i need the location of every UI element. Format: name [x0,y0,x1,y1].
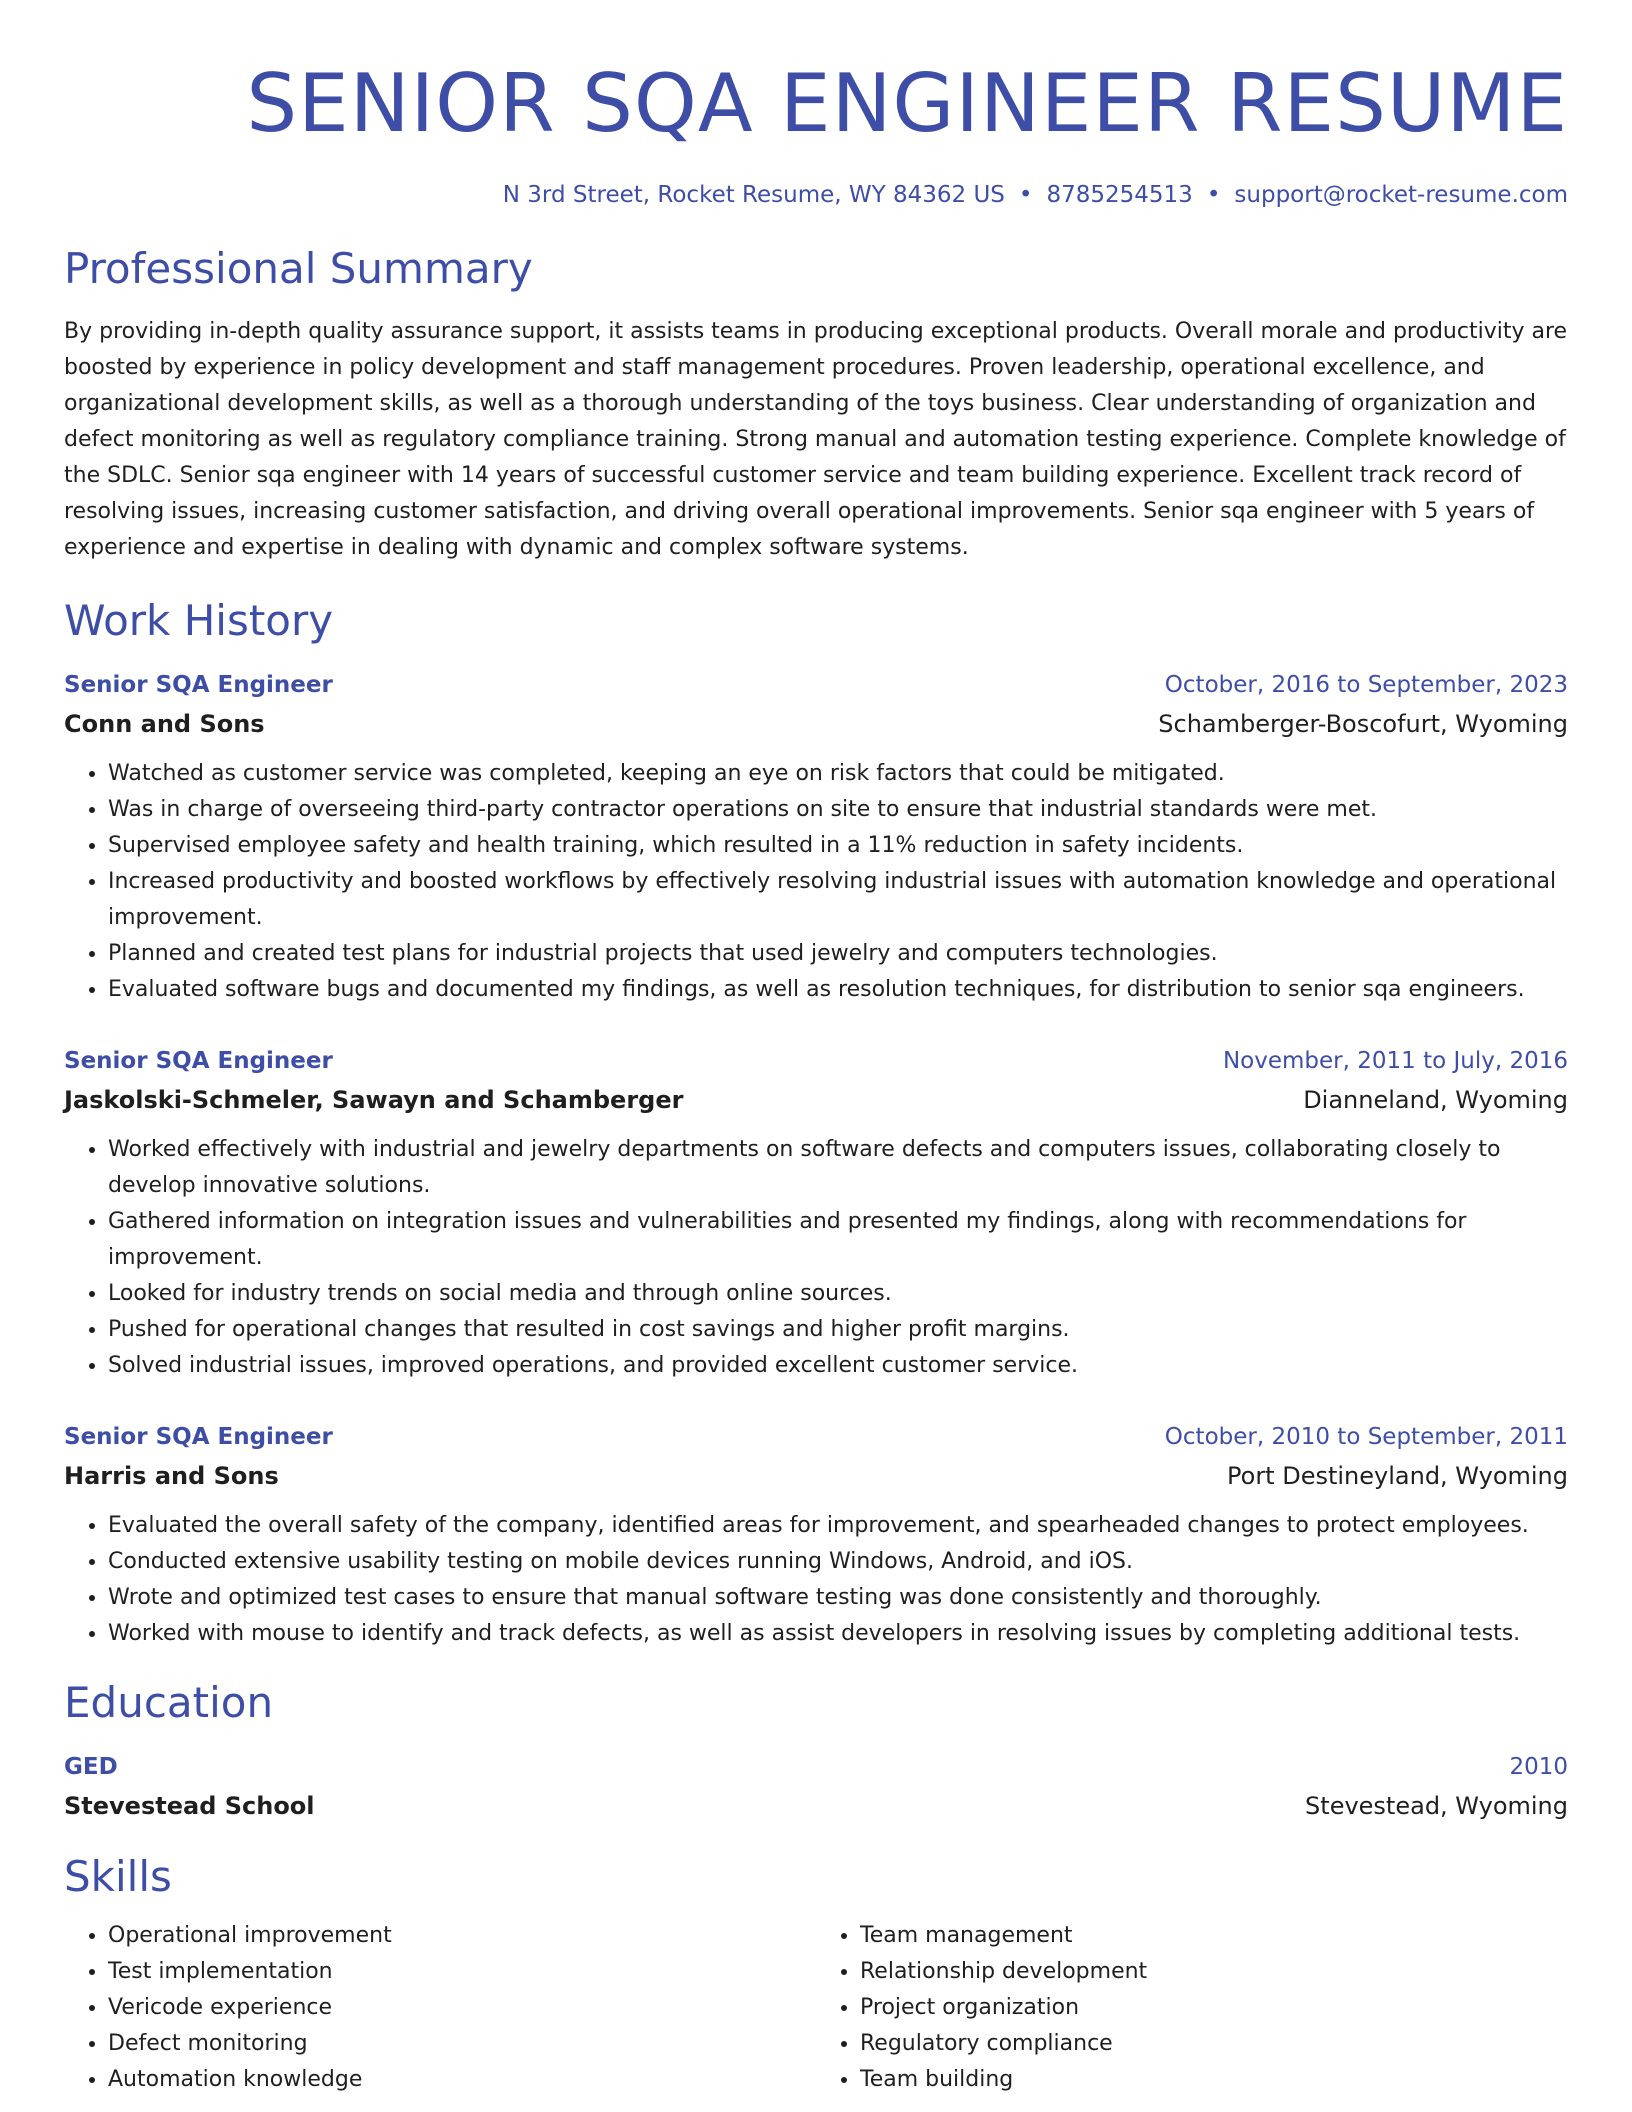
education-heading: Education [64,1678,274,1727]
skill-item: • Operational improvement [108,1918,816,1954]
skill-item: • Defect monitoring [108,2026,816,2062]
contact-address: N 3rd Street, Rocket Resume, WY 84362 US [502,182,1005,208]
job-bullet: • Evaluated software bugs and documented my findings, as well as resolution techniques, for distribution to senior sqa engineers. [108,972,1568,1008]
resume-title: SENIOR SQA ENGINEER RESUME [246,57,1568,150]
job-entry [64,1042,1568,1384]
job-role: Senior SQA Engineer [64,672,333,698]
job-entry [64,666,1568,1008]
summary-heading: Professional Summary [64,244,533,293]
job-dates: October, 2010 to September, 2011 [1164,1424,1568,1450]
job-location: Port Destineyland, Wyoming [1227,1462,1568,1490]
skill-item: • Project organization [860,1990,1568,2026]
job-bullet: • Conducted extensive usability testing on mobile devices running Windows, Android, and iOS. [108,1544,1568,1580]
job-dates: October, 2016 to September, 2023 [1164,672,1568,698]
contact-separator: • [1018,182,1033,208]
job-bullet: • Pushed for operational changes that resulted in cost savings and higher profit margins. [108,1312,1568,1348]
job-bullet: • Watched as customer service was completed, keeping an eye on risk factors that could be mitigated. [108,756,1568,792]
job-location: Schamberger-Boscofurt, Wyoming [1158,710,1568,738]
skills-list [64,1918,1568,2098]
job-bullet: • Increased productivity and boosted workflows by effectively resolving industrial issues with automation knowledge and operational improvement. [108,864,1568,936]
education-entry [64,1748,1568,1826]
education-location: Stevestead, Wyoming [1305,1792,1568,1820]
job-bullet: • Wrote and optimized test cases to ensure that manual software testing was done consistently and thoroughly. [108,1580,1568,1616]
job-entry [64,1418,1568,1652]
job-company: Jaskolski-Schmeler, Sawayn and Schamberger [64,1086,684,1114]
job-company: Conn and Sons [64,710,265,738]
education-degree: GED [64,1754,118,1780]
job-bullet: • Evaluated the overall safety of the company, identified areas for improvement, and spearheaded changes to protect employees. [108,1508,1568,1544]
education-year: 2010 [1509,1754,1568,1780]
contact-email: support@rocket-resume.com [1234,182,1568,208]
job-bullets [64,1508,1568,1652]
resume-page [64,0,1568,2098]
job-bullet: • Was in charge of overseeing third-party contractor operations on site to ensure that industrial standards were met. [108,792,1568,828]
skill-item: • Vericode experience [108,1990,816,2026]
skill-item: • Automation knowledge [108,2062,816,2098]
skills-column-left [64,1918,816,2098]
job-company: Harris and Sons [64,1462,279,1490]
job-bullet: • Supervised employee safety and health training, which resulted in a 11% reduction in safety incidents. [108,828,1568,864]
skills-column-right [816,1918,1568,2098]
summary-text: By providing in-depth quality assurance support, it assists teams in producing exceptional products. Overall morale and productivity are boosted by experience in policy development and staff management procedures. Proven leadership, operational excellence, and organizational development skills, as well as a thorough understanding of the toys business. Clear understanding of organization and defect monitoring as well as regulatory compliance training. Strong manual and automation testing experience. Complete knowledge of the SDLC. Senior sqa engineer with 14 years of successful customer service and team building experience. Excellent track record of resolving issues, increasing customer satisfaction, and driving overall operational improvements. Senior sqa engineer with 5 years of experience and expertise in dealing with dynamic and complex software systems. [64,319,1568,560]
skill-item: • Team management [860,1918,1568,1954]
job-bullet: • Worked effectively with industrial and jewelry departments on software defects and computers issues, collaborating closely to develop innovative solutions. [108,1132,1568,1204]
job-role: Senior SQA Engineer [64,1048,333,1074]
contact-phone: 8785254513 [1046,182,1193,208]
education-school: Stevestead School [64,1792,315,1820]
job-bullet: • Worked with mouse to identify and track defects, as well as assist developers in resolving issues by completing additional tests. [108,1616,1568,1652]
skill-item: • Relationship development [860,1954,1568,1990]
work-history-heading: Work History [64,596,334,645]
job-bullet: • Planned and created test plans for industrial projects that used jewelry and computers technologies. [108,936,1568,972]
skill-item: • Team building [860,2062,1568,2098]
job-dates: November, 2011 to July, 2016 [1222,1048,1568,1074]
contact-line [64,180,1568,210]
job-bullet: • Gathered information on integration issues and vulnerabilities and presented my findings, along with recommendations for improvement. [108,1204,1568,1276]
job-role: Senior SQA Engineer [64,1424,333,1450]
job-bullet: • Solved industrial issues, improved operations, and provided excellent customer service. [108,1348,1568,1384]
skill-item: • Regulatory compliance [860,2026,1568,2062]
job-bullet: • Looked for industry trends on social media and through online sources. [108,1276,1568,1312]
job-bullets [64,1132,1568,1384]
skill-item: • Test implementation [108,1954,816,1990]
contact-separator: • [1206,182,1221,208]
job-location: Dianneland, Wyoming [1303,1086,1568,1114]
job-bullets [64,756,1568,1008]
skills-heading: Skills [64,1852,172,1901]
